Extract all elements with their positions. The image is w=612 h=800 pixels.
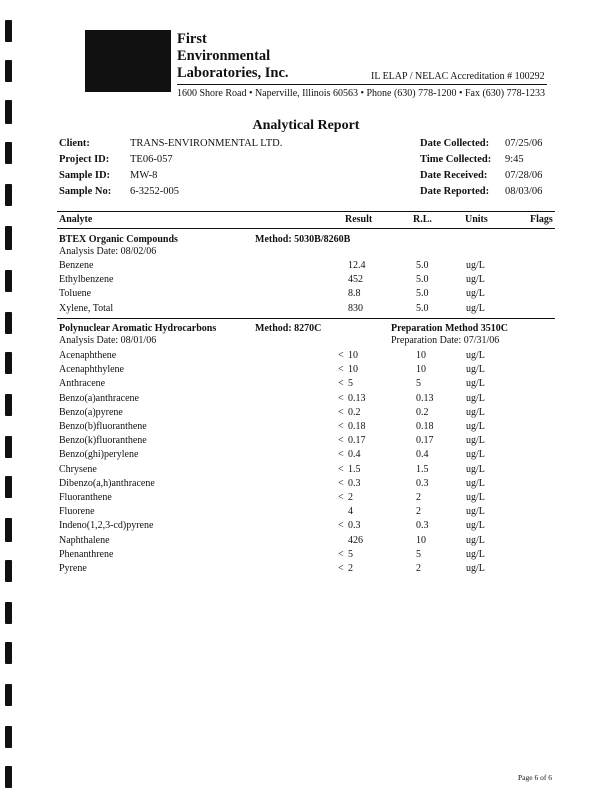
result-cell: 0.3 — [348, 520, 361, 532]
result-cell: 830 — [348, 302, 363, 314]
qualifier-cell: < — [338, 548, 344, 560]
units-cell: ug/L — [466, 534, 485, 546]
punch-mark — [5, 560, 12, 582]
col-header-flags: Flags — [530, 214, 553, 225]
punch-mark — [5, 20, 12, 42]
punch-mark — [5, 436, 12, 458]
client-label: Client: — [59, 138, 90, 149]
units-cell: ug/L — [466, 378, 485, 390]
pah-title: Polynuclear Aromatic Hydrocarbons — [59, 323, 217, 334]
result-cell: 0.18 — [348, 421, 366, 432]
qualifier-cell: < — [338, 520, 344, 532]
result-cell: 2 — [348, 563, 353, 574]
rl-cell: 2 — [416, 563, 421, 574]
punch-mark — [5, 476, 12, 498]
result-cell: 0.13 — [348, 392, 366, 404]
analyte-cell: Anthracene — [59, 378, 106, 390]
rl-cell: 0.3 — [416, 520, 429, 532]
units-cell: ug/L — [466, 406, 485, 418]
analyte-cell: Benzo(ghi)perylene — [59, 449, 139, 461]
letterhead-rule — [177, 84, 547, 85]
units-cell: ug/L — [466, 392, 485, 404]
punch-mark — [5, 602, 12, 624]
units-cell: ug/L — [466, 463, 485, 475]
result-cell: 12.4 — [348, 260, 366, 271]
result-cell: 452 — [348, 274, 363, 286]
units-cell: ug/L — [466, 350, 485, 361]
project-value: TE06-057 — [130, 154, 173, 165]
result-cell: 2 — [348, 492, 353, 503]
page-number: Page 6 of 6 — [518, 773, 552, 782]
units-cell: ug/L — [466, 449, 485, 461]
date-collected-value: 07/25/06 — [505, 138, 543, 149]
rl-cell: 0.4 — [416, 449, 429, 461]
punch-mark — [5, 312, 12, 334]
qualifier-cell: < — [338, 563, 344, 574]
sample-id-value: MW-8 — [130, 170, 158, 181]
analyte-cell: Benzo(a)pyrene — [59, 406, 123, 418]
result-cell: 8.8 — [348, 288, 361, 300]
lab-name-line-1: First — [177, 31, 207, 47]
analyte-cell: Fluorene — [59, 506, 95, 518]
analyte-cell: Benzo(a)anthracene — [59, 392, 139, 404]
rl-cell: 5 — [416, 378, 421, 390]
qualifier-cell: < — [338, 350, 344, 361]
result-cell: 10 — [348, 364, 358, 376]
pah-prep-date: Preparation Date: 07/31/06 — [391, 335, 500, 346]
analyte-cell: Toluene — [59, 288, 92, 300]
units-cell: ug/L — [466, 421, 485, 432]
units-cell: ug/L — [466, 506, 485, 518]
table-header-rule — [57, 228, 555, 229]
sample-no-value: 6-3252-005 — [130, 186, 179, 197]
analyte-cell: Indeno(1,2,3-cd)pyrene — [59, 520, 154, 532]
result-cell: 5 — [348, 378, 353, 390]
punch-mark — [5, 60, 12, 82]
analyte-cell: Fluoranthene — [59, 492, 112, 503]
col-header-rl: R.L. — [413, 214, 432, 225]
time-collected-value: 9:45 — [505, 154, 524, 165]
col-header-result: Result — [345, 214, 373, 225]
units-cell: ug/L — [466, 435, 485, 447]
punch-mark — [5, 684, 12, 706]
units-cell: ug/L — [466, 260, 485, 271]
units-cell: ug/L — [466, 492, 485, 503]
punch-mark — [5, 184, 12, 206]
rl-cell: 0.3 — [416, 477, 429, 489]
btex-method: Method: 5030B/8260B — [255, 234, 351, 245]
qualifier-cell: < — [338, 463, 344, 475]
result-cell: 4 — [348, 506, 353, 518]
rl-cell: 5.0 — [416, 288, 429, 300]
punch-mark — [5, 518, 12, 542]
rl-cell: 5.0 — [416, 274, 429, 286]
analyte-cell: Dibenzo(a,h)anthracene — [59, 477, 155, 489]
punch-mark — [5, 226, 12, 250]
lab-name-line-2: Environmental — [177, 48, 271, 64]
rl-cell: 2 — [416, 492, 421, 503]
punch-mark — [5, 766, 12, 788]
result-cell: 0.3 — [348, 477, 361, 489]
units-cell: ug/L — [466, 548, 485, 560]
lab-name-line-3: Laboratories, Inc. — [177, 65, 289, 81]
rl-cell: 10 — [416, 534, 426, 546]
qualifier-cell: < — [338, 364, 344, 376]
qualifier-cell: < — [338, 449, 344, 461]
result-cell: 1.5 — [348, 463, 361, 475]
col-header-analyte: Analyte — [59, 214, 93, 225]
analyte-cell: Chrysene — [59, 463, 97, 475]
units-cell: ug/L — [466, 288, 485, 300]
date-reported-label: Date Reported: — [420, 186, 490, 197]
qualifier-cell: < — [338, 406, 344, 418]
analyte-cell: Benzo(k)fluoranthene — [59, 435, 147, 447]
pah-prep-method: Preparation Method 3510C — [391, 323, 509, 334]
punch-mark — [5, 394, 12, 416]
rl-cell: 5.0 — [416, 260, 429, 271]
project-label: Project ID: — [59, 154, 110, 165]
result-cell: 0.17 — [348, 435, 366, 447]
analyte-cell: Benzo(b)fluoranthene — [59, 421, 147, 432]
qualifier-cell: < — [338, 435, 344, 447]
pah-method: Method: 8270C — [255, 323, 322, 334]
units-cell: ug/L — [466, 302, 485, 314]
section-divider — [57, 318, 555, 319]
units-cell: ug/L — [466, 274, 485, 286]
rl-cell: 5.0 — [416, 302, 429, 314]
table-top-rule — [57, 211, 555, 212]
rl-cell: 0.17 — [416, 435, 434, 447]
result-cell: 426 — [348, 534, 363, 546]
qualifier-cell: < — [338, 492, 344, 503]
date-received-value: 07/28/06 — [505, 170, 543, 181]
btex-analysis-date: Analysis Date: 08/02/06 — [59, 246, 157, 257]
units-cell: ug/L — [466, 520, 485, 532]
analyte-cell: Xylene, Total — [59, 302, 114, 314]
units-cell: ug/L — [466, 563, 485, 574]
date-received-label: Date Received: — [420, 170, 488, 181]
qualifier-cell: < — [338, 421, 344, 432]
col-header-units: Units — [465, 214, 488, 225]
result-cell: 10 — [348, 350, 358, 361]
analyte-cell: Acenaphthene — [59, 350, 117, 361]
punch-mark — [5, 270, 12, 292]
analyte-cell: Ethylbenzene — [59, 274, 114, 286]
date-reported-value: 08/03/06 — [505, 186, 543, 197]
rl-cell: 5 — [416, 548, 421, 560]
sample-no-label: Sample No: — [59, 186, 112, 197]
result-cell: 5 — [348, 548, 353, 560]
lab-logo — [85, 30, 171, 92]
analyte-cell: Naphthalene — [59, 534, 110, 546]
analyte-cell: Phenanthrene — [59, 548, 114, 560]
sample-id-label: Sample ID: — [59, 170, 111, 181]
qualifier-cell: < — [338, 392, 344, 404]
units-cell: ug/L — [466, 477, 485, 489]
analyte-cell: Benzene — [59, 260, 94, 271]
pah-analysis-date: Analysis Date: 08/01/06 — [59, 335, 157, 346]
units-cell: ug/L — [466, 364, 485, 376]
result-cell: 0.4 — [348, 449, 361, 461]
punch-mark — [5, 642, 12, 664]
report-title: Analytical Report — [252, 118, 360, 133]
punch-mark — [5, 726, 12, 748]
qualifier-cell: < — [338, 378, 344, 390]
btex-title: BTEX Organic Compounds — [59, 234, 178, 245]
analyte-cell: Pyrene — [59, 563, 87, 574]
rl-cell: 0.18 — [416, 421, 434, 432]
punch-mark — [5, 352, 12, 374]
result-cell: 0.2 — [348, 406, 361, 418]
punch-mark — [5, 142, 12, 164]
lab-address: 1600 Shore Road • Naperville, Illinois 60563 • Phone (630) 778-1200 • Fax (630) 778-1233 — [177, 88, 545, 99]
accreditation: IL ELAP / NELAC Accreditation # 100292 — [371, 71, 545, 82]
qualifier-cell: < — [338, 477, 344, 489]
client-value: TRANS-ENVIRONMENTAL LTD. — [130, 138, 283, 149]
analyte-cell: Acenaphthylene — [59, 364, 124, 376]
date-collected-label: Date Collected: — [420, 138, 490, 149]
time-collected-label: Time Collected: — [420, 154, 492, 165]
rl-cell: 2 — [416, 506, 421, 518]
rl-cell: 1.5 — [416, 463, 429, 475]
rl-cell: 0.2 — [416, 406, 429, 418]
rl-cell: 10 — [416, 364, 426, 376]
rl-cell: 10 — [416, 350, 426, 361]
rl-cell: 0.13 — [416, 392, 434, 404]
